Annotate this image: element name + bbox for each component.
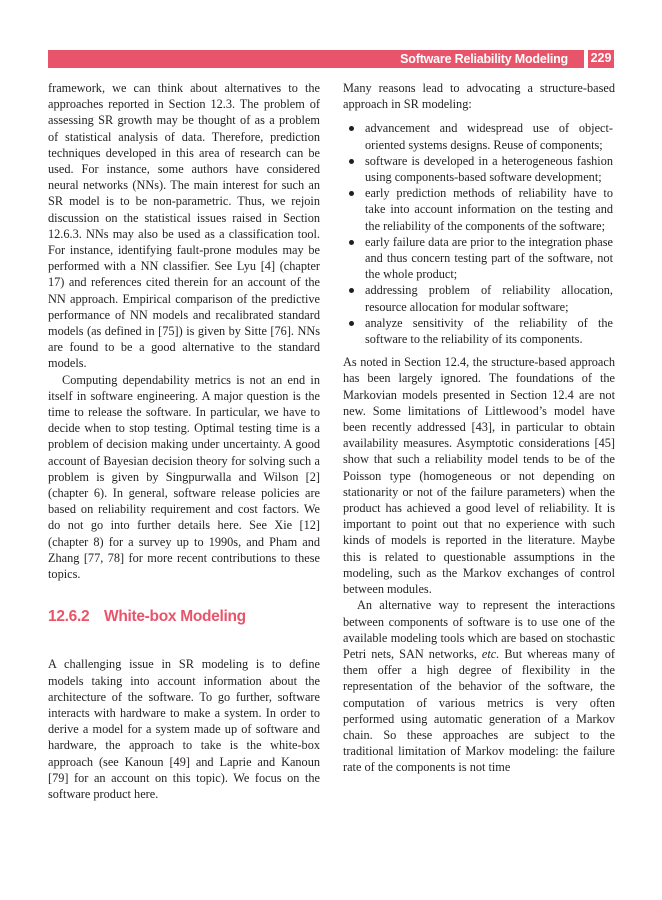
list-item: analyze sensitivity of the reliability of the software to the reliability of its components. — [343, 315, 615, 347]
running-title: Software Reliability Modeling — [400, 52, 568, 66]
text-run: But whereas many of them offer a high degree of flexibility in the representation of the behavior of the software, the computation of various metrics is very often performed using automatic generation of a Markov chain. So these approaches are subject to the traditional limitation of Markov modeling: the failure rate of the components is not time — [343, 646, 615, 775]
paragraph-release-policy: Computing dependability metrics is not an end in itself in software engineering. A major question is the time to release the software. In particular, we have to decide when to stop testing. Optimal testing time is a problem of decision making under uncertainty. A good account of Bayesian decision theory for solving such a problem is given by Singpurwalla and Wilson [2] (chapter 6). In general, software release policies are based on reliability requirement and cost factors. We do not go into further details here. See Xie [12] (chapter 8) for a survey up to 1990s, and Pham and Zhang [77, 78] for more recent contributions to these topics. — [48, 372, 320, 582]
running-header-bar — [48, 50, 584, 68]
list-item: advancement and widespread use of object-oriented systems designs. Reuse of components; — [343, 120, 615, 152]
paragraph-nn-approach: framework, we can think about alternatives to the approaches reported in Section 12.3. The problem of assessing SR growth may be thought of as a problem of statistical analysis of data. Therefore, prediction techniques developed in this area of research can be used. For instance, some authors have considered neural networks (NNs). The main interest for such an SR model is to be non-parametric. Thus, we rejoin discussion on the statistical issues raised in Section 12.6.3. NNs may also be used as a classification tool. For instance, identifying fault-prone modules may be performed with a NN classifier. See Lyu [4] (chapter 17) and references cited therein for an account of the NN approach. Empirical comparison of the predictive performance of NN models and recalibrated standard models (as defined in [75]) is given by Sitte [76]. NNs are found to be a good alternative to the standard models. — [48, 81, 320, 371]
list-item: early prediction methods of reliability have to take into account information on the testing and the reliability of the components of the software; — [343, 185, 615, 234]
list-item: early failure data are prior to the integration phase and thus concern testing part of the software, not the whole product; — [343, 234, 615, 283]
reasons-list — [343, 120, 615, 347]
paragraph-alternative-tools — [343, 597, 615, 775]
paragraph-structure-based: As noted in Section 12.4, the structure-based approach has been largely ignored. The foundations of the Markovian models presented in Section 12.4 are not new. Some limitations of Littlewood’s model have been recently addressed [43], in particular to obtain availability measures. Asymptotic considerations [45] show that such a reliability model tends to be of the Poisson type (homogeneous or not depending on stationarity or not of the failure parameters) when the product has achieved a good level of reliability. It is important to point out that no experience with such kinds of models is reported in the literature. Maybe this is related to questionable assumptions in the modeling, such as the Markov exchanges of control between modules. — [343, 355, 615, 597]
page-number: 229 — [588, 50, 614, 68]
paragraph-reasons-intro: Many reasons lead to advocating a structure-based approach in SR modeling: — [343, 81, 615, 112]
emphasis-etc: etc. — [481, 646, 500, 661]
list-item: addressing problem of reliability allocation, resource allocation for modular software; — [343, 282, 615, 314]
section-heading — [48, 608, 320, 626]
text-run: An alternative way to represent the interactions between components of software is to use one of the available modeling tools which are based on stochastic Petri nets, SAN networks, — [343, 598, 615, 661]
right-column — [343, 80, 615, 776]
paragraph-white-box-intro: A challenging issue in SR modeling is to define models taking into account information about the architecture of the software. To go further, software interacts with hardware to make a system. In order to derive a model for a system made up of software and hardware, the approach to take is the white-box approach (see Kanoun [49] and Laprie and Kanoun [79] for an account on this topic). We focus on the software product here. — [48, 657, 320, 801]
list-item: software is developed in a heterogeneous fashion using components-based software development; — [343, 153, 615, 185]
section-title: White-box Modeling — [104, 608, 246, 626]
left-column — [48, 80, 320, 802]
section-number: 12.6.2 — [48, 608, 90, 626]
